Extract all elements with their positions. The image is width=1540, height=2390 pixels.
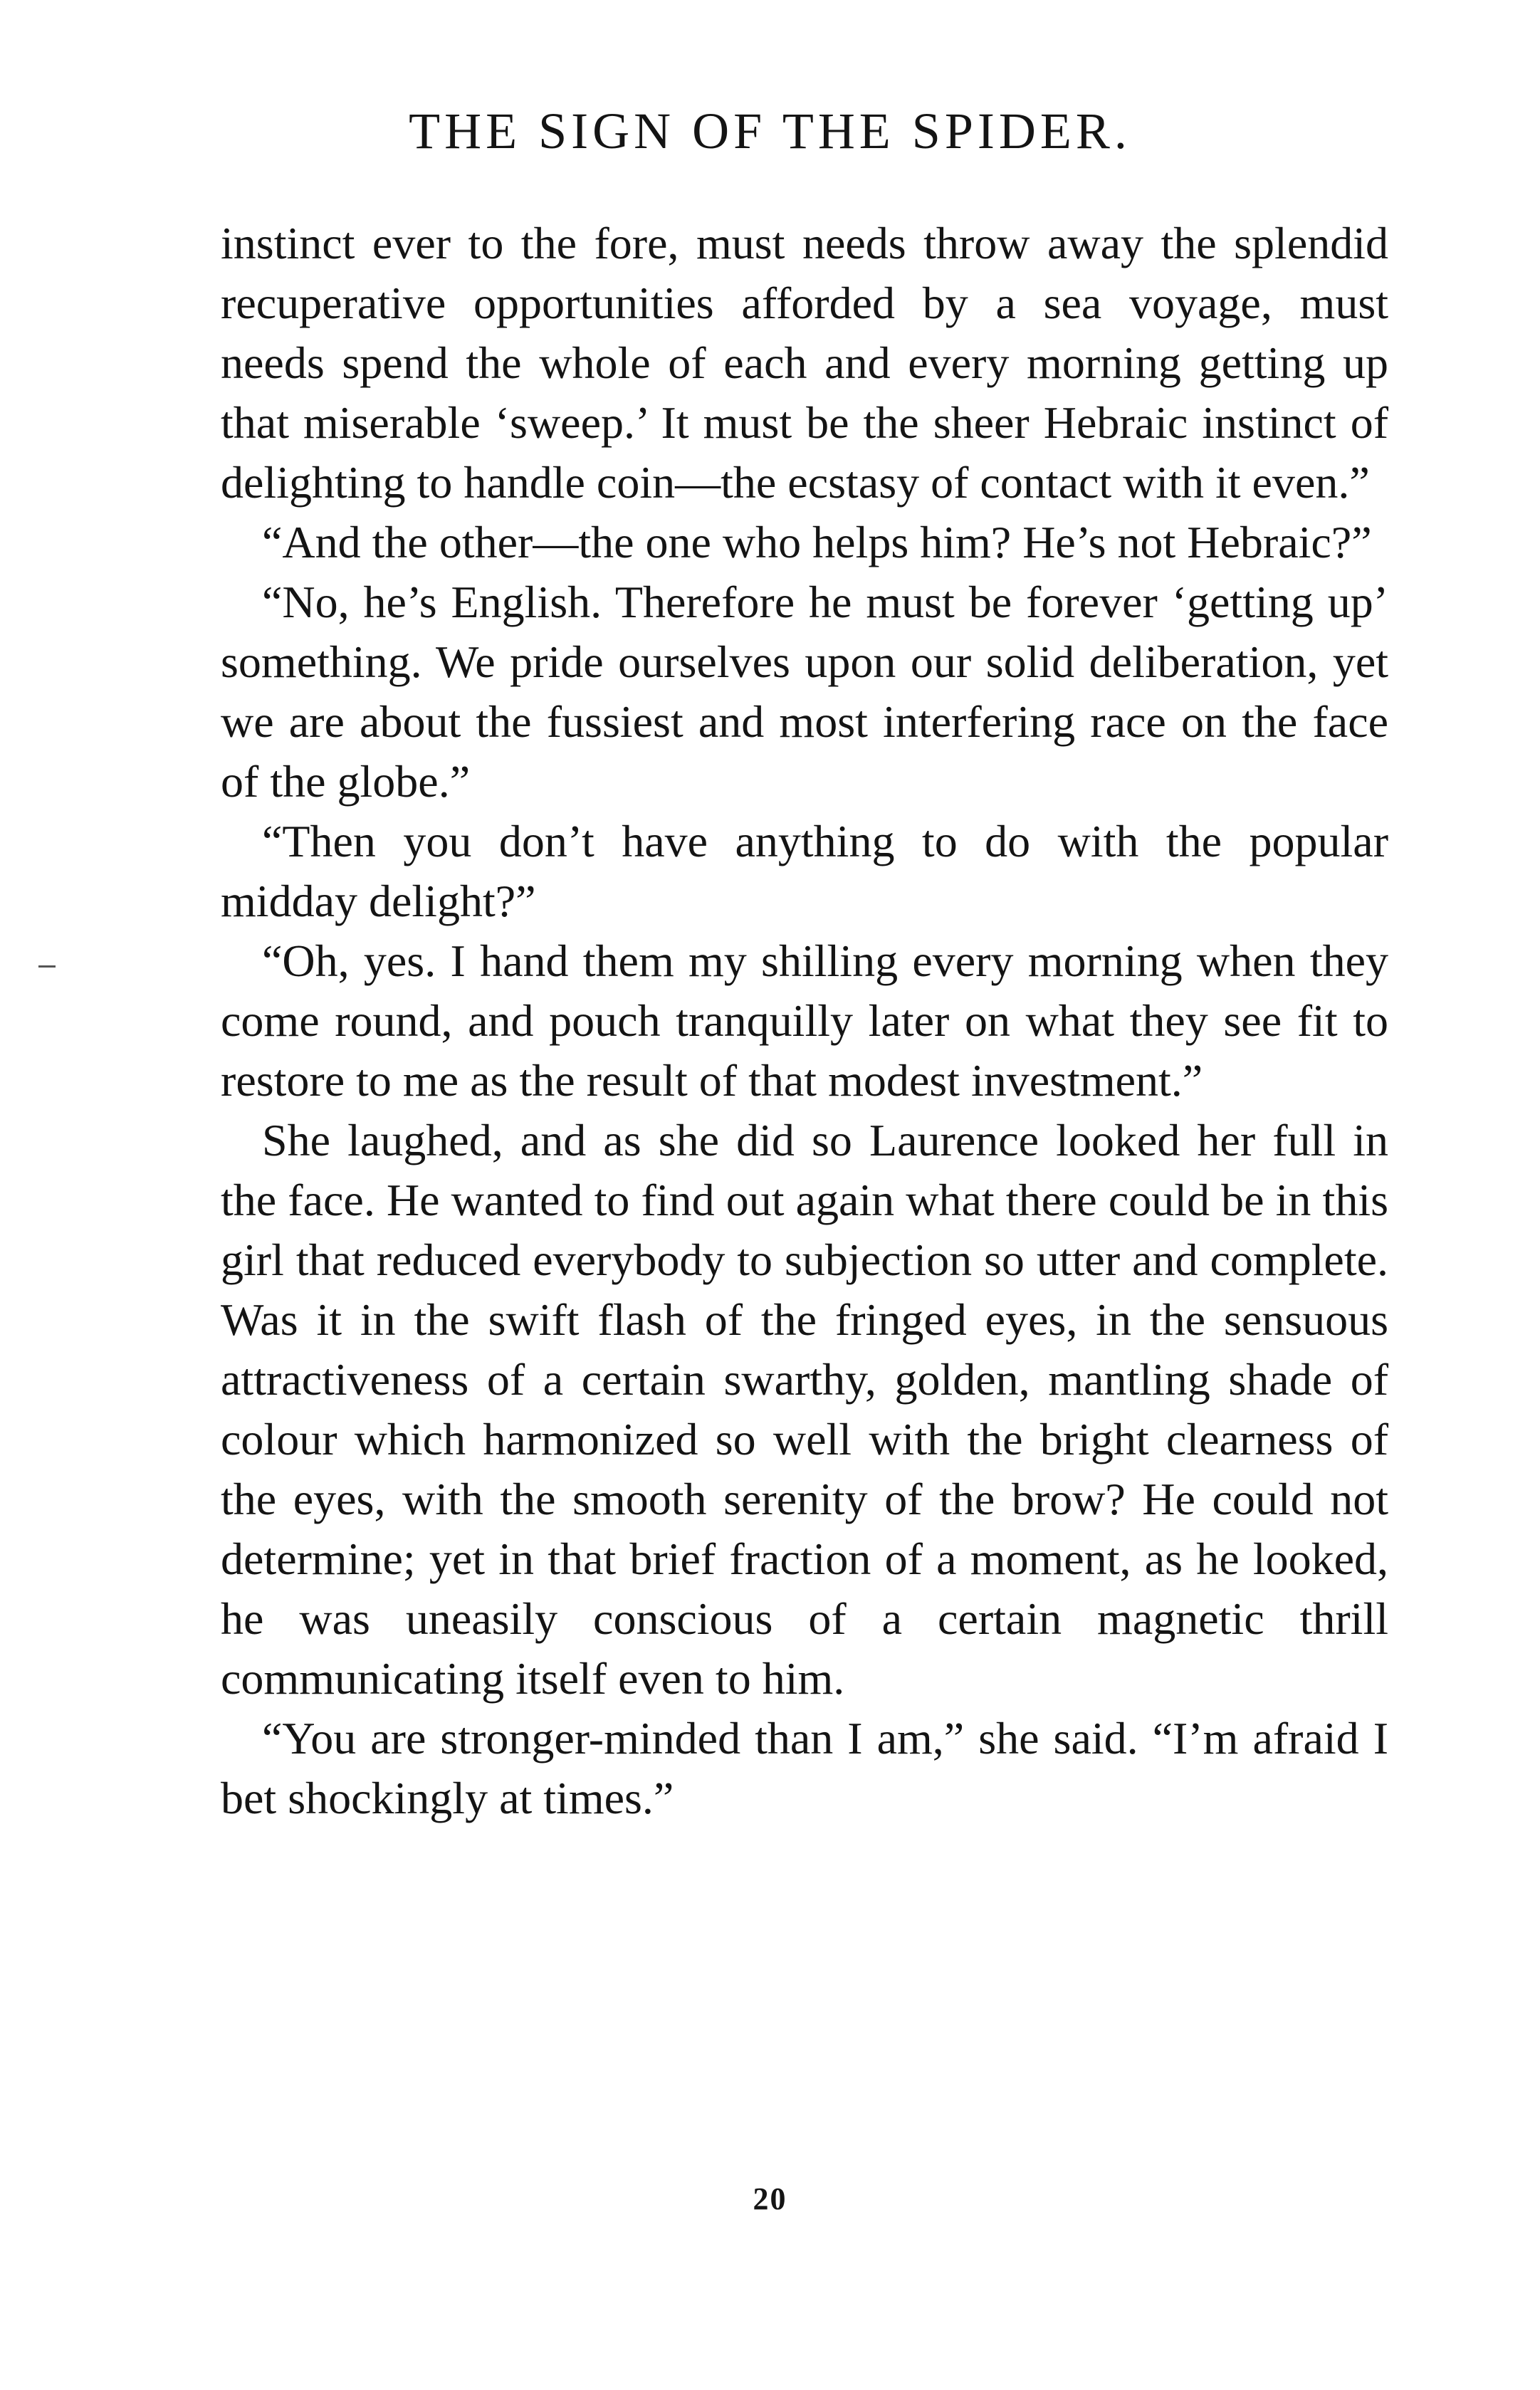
paragraph-5: “Oh, yes. I hand them my shilling every morning when they come round, and pouch tranquilly later on what they see fit to restore to me as the result of that modest investment.” xyxy=(221,935,1388,1106)
margin-mark xyxy=(38,965,56,968)
paragraph-3: “No, he’s English. Therefore he must be forever ‘getting up’ something. We pride ourselves upon our solid deliberation, yet we are about the fussiest and most interfering race on the face of the globe.” xyxy=(221,577,1388,807)
paragraph-7: “You are stronger-minded than I am,” she said. “I’m afraid I bet shockingly at times.” xyxy=(221,1713,1388,1823)
paragraph-6: She laughed, and as she did so Laurence looked her full in the face. He wanted to find out again what there could be in this girl that reduced everybody to subjection so utter and complete. Was it in the swift flash of the fringed eyes, in the sensuous attractiveness of a certain swarthy, golden, mantling shade of colour which harmonized so well with the bright clearness of the eyes, with the smooth serenity of the brow? He could not determine; yet in that brief fraction of a moment, as he looked, he was uneasily conscious of a certain magnetic thrill communicating itself even to him. xyxy=(221,1115,1388,1704)
paragraph-2: “And the other—the one who helps him? He’s not Hebraic?” xyxy=(262,517,1372,567)
paragraph-1: instinct ever to the fore, must needs throw away the splendid recuperative opportunities afforded by a sea voyage, must needs spend the whole of each and every morning getting up that miserable ‘sweep.’ It must be the sheer Hebraic instinct of delighting to handle coin—the ecstasy of contact with it even.” xyxy=(221,218,1388,508)
paragraph-4: “Then you don’t have anything to do with the popular midday delight?” xyxy=(221,816,1388,926)
running-head: THE SIGN OF THE SPIDER. xyxy=(409,103,1131,159)
page-number: 20 xyxy=(753,2181,787,2216)
body-text xyxy=(221,214,1388,1828)
